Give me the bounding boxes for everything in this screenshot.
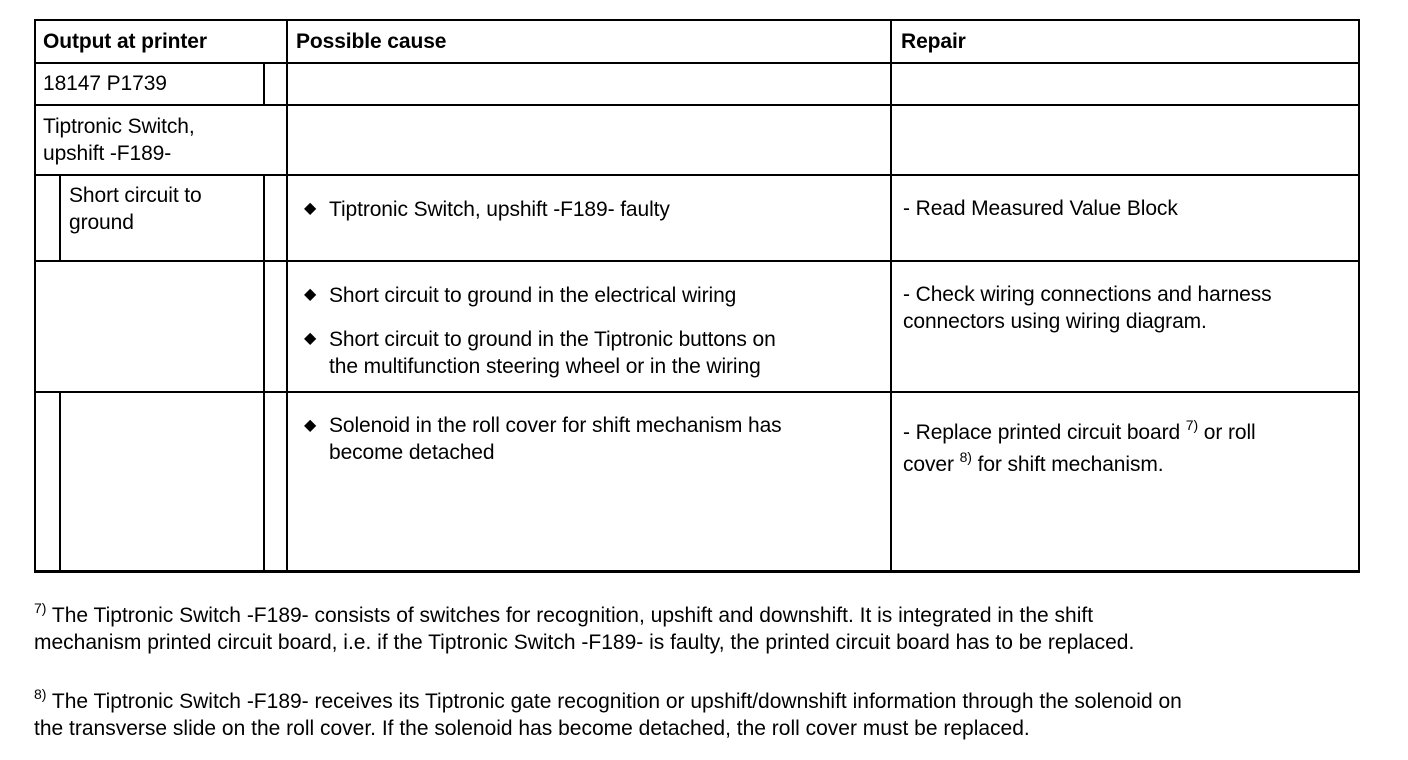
header-divider — [34, 62, 1360, 64]
table-border-right — [1358, 19, 1360, 572]
bullet-icon: ◆ — [304, 330, 317, 347]
footnote-7-line-2: mechanism printed circuit board, i.e. if the Tiptronic Switch -F189- is faulty, the printed circuit board has to be replaced. — [34, 631, 1135, 654]
footnote-text: The Tiptronic Switch -F189- receives its Tiptronic gate recognition or upshift/downshift information through the solenoid on — [46, 690, 1182, 713]
table-border-bottom — [34, 570, 1360, 573]
repair-text: - Read Measured Value Block — [903, 197, 1178, 220]
cause-text: Tiptronic Switch, upshift -F189- faulty — [329, 198, 670, 221]
component-line-1: Tiptronic Switch, — [43, 115, 195, 138]
repair-text-line-2 — [903, 451, 1163, 480]
cause-text: Short circuit to ground in the Tiptronic buttons on — [329, 328, 776, 351]
cause-text: become detached — [329, 441, 495, 464]
fault-type-line-2: ground — [69, 211, 134, 234]
footnote-ref-7: 7) — [1185, 417, 1199, 433]
component-line-2: upshift -F189- — [43, 142, 172, 165]
header-repair: Repair — [901, 30, 966, 53]
fault-code: 18147 P1739 — [43, 72, 167, 95]
cause-text: Short circuit to ground in the electrical wiring — [329, 284, 737, 307]
footnote-7-line-1 — [34, 600, 1094, 630]
footnote-text: The Tiptronic Switch -F189- consists of switches for recognition, upshift and downshift. It is integrated in the shift — [46, 604, 1094, 627]
diagnostic-table — [34, 19, 1360, 572]
cause-text: the multifunction steering wheel or in the wiring — [329, 355, 761, 378]
footnote-marker: 8) — [34, 686, 47, 702]
table-border-top — [34, 19, 1360, 21]
indent-divider-a — [59, 174, 61, 262]
row-divider-3 — [34, 260, 1360, 262]
repair-text: connectors using wiring diagram. — [903, 310, 1207, 333]
col-divider-cause — [286, 19, 288, 572]
repair-text: or roll — [1198, 421, 1256, 444]
repair-text: - Check wiring connections and harness — [903, 283, 1272, 306]
footnote-8-line-2: the transverse slide on the roll cover. If the solenoid has become detached, the roll cover must be replaced. — [34, 717, 1030, 740]
bullet-icon: ◆ — [304, 200, 317, 217]
indent-divider-b — [59, 391, 61, 572]
sub-col-divider-a — [263, 62, 265, 106]
repair-text: for shift mechanism. — [971, 453, 1164, 476]
row-divider-2 — [34, 174, 1360, 176]
bullet-icon: ◆ — [304, 286, 317, 303]
col-divider-repair — [890, 19, 892, 572]
header-cause: Possible cause — [296, 30, 447, 53]
footnote-ref-8: 8) — [959, 449, 972, 465]
row-divider-4 — [34, 391, 1360, 393]
sub-col-divider-b — [263, 174, 265, 572]
header-output: Output at printer — [43, 30, 207, 53]
repair-text: - Replace printed circuit board — [903, 421, 1186, 444]
repair-text: cover — [903, 453, 960, 476]
footnote-marker: 7) — [34, 600, 47, 616]
repair-text-line-1 — [903, 419, 1256, 448]
cause-text: Solenoid in the roll cover for shift mechanism has — [329, 414, 782, 437]
fault-type-line-1: Short circuit to — [69, 184, 202, 207]
table-border-left — [34, 19, 36, 572]
row-divider-1 — [34, 104, 1360, 106]
footnote-8-line-1 — [34, 686, 1182, 716]
bullet-icon: ◆ — [304, 417, 317, 434]
